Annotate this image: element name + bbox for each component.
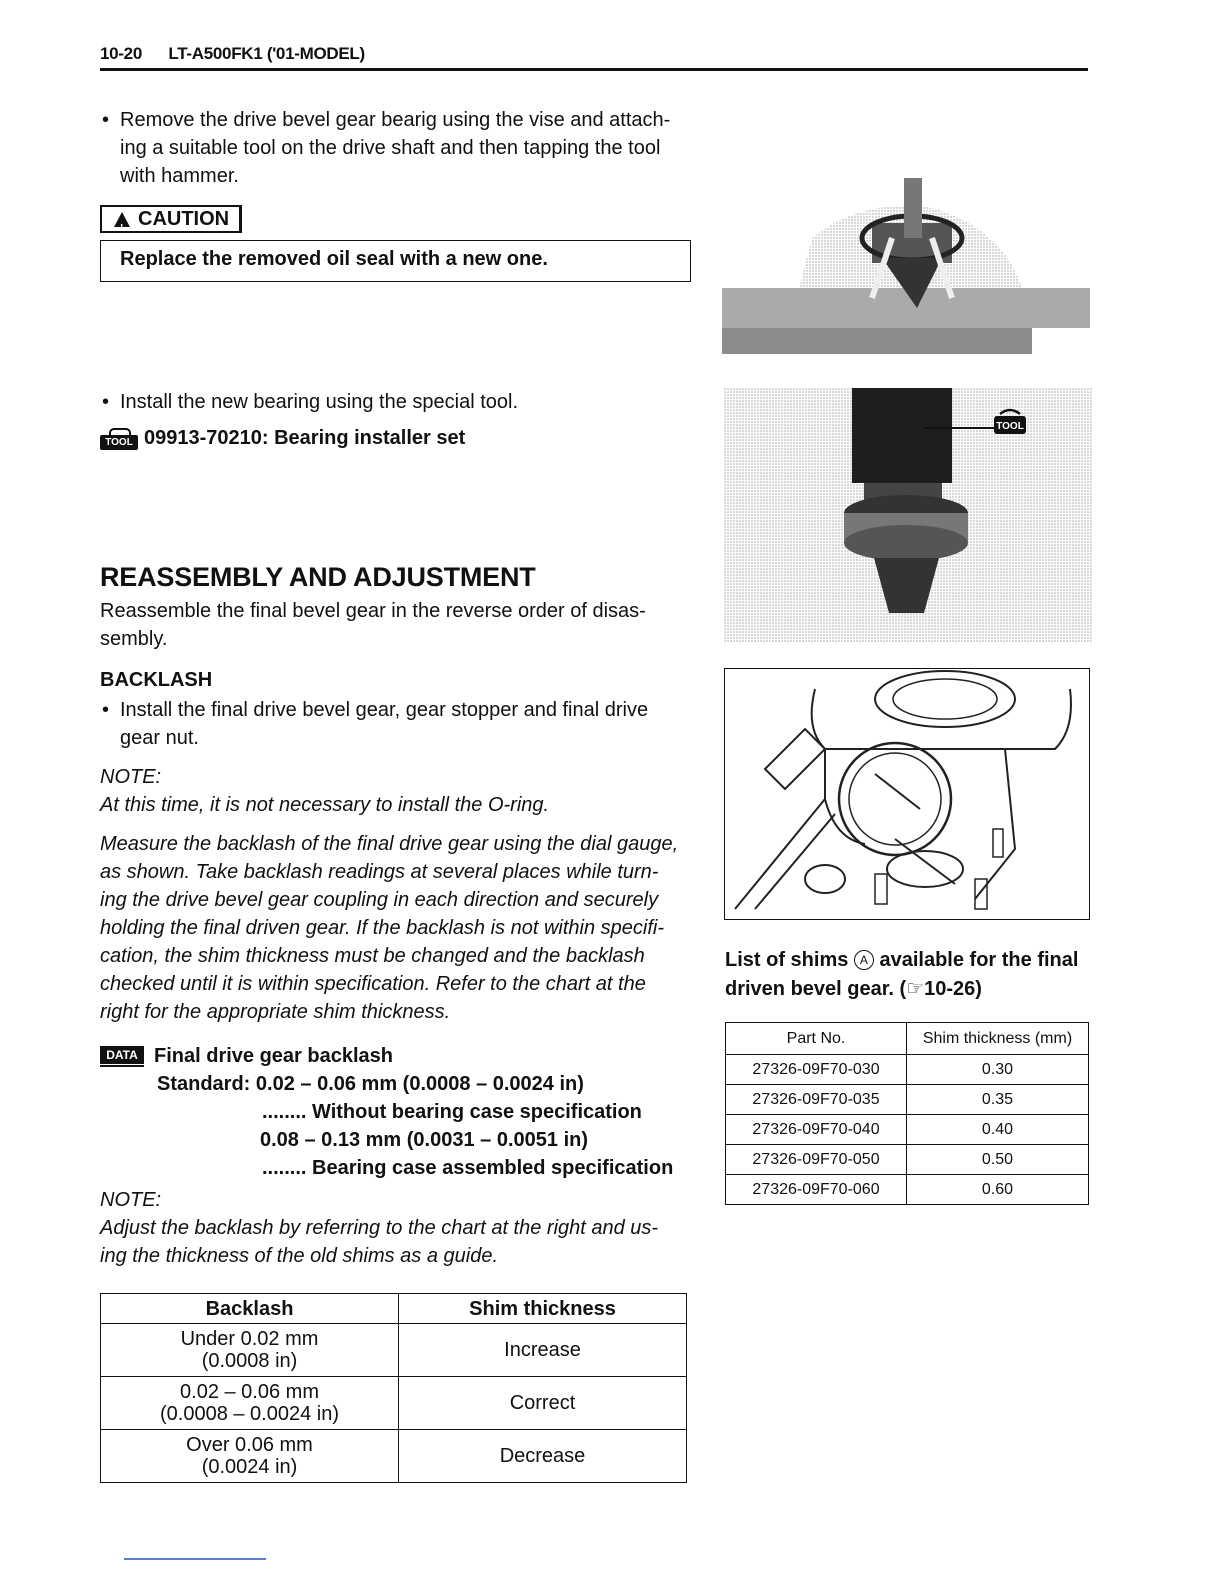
thickness-cell: 0.60 [907,1175,1089,1205]
table-row [726,1055,1089,1085]
note-label: NOTE: [100,1189,162,1211]
table-row [726,1085,1089,1115]
special-tool-ref [100,424,690,452]
shim-table [725,1022,1089,1205]
header-rule [100,68,1088,71]
step-line: Install the final drive bevel gear, gear stopper and final drive [120,699,649,721]
caption-text: driven bevel gear. [725,978,894,1000]
page-reference: 10-26 [924,978,976,1000]
caution-label [100,205,242,233]
caption-text: available for the final [879,949,1079,971]
table-header: Part No. [726,1023,907,1055]
part-number-cell: 27326-09F70-030 [726,1055,907,1085]
step-line: ing a suitable tool on the drive shaft and then tapping the tool [120,137,661,159]
part-number-cell: 27326-09F70-060 [726,1175,907,1205]
table-header-row [726,1023,1089,1055]
caution-label-text: CAUTION [138,208,230,230]
note-text: ing the thickness of the old shims as a guide. [100,1245,499,1267]
spec-title: Final drive gear backlash [154,1045,393,1067]
bullet: • [102,391,110,413]
thickness-cell: 0.50 [907,1145,1089,1175]
photo-vise-bearing [722,168,1090,360]
backlash-table [100,1293,687,1483]
table-header: Backlash [101,1294,399,1324]
section-title: REASSEMBLY AND ADJUSTMENT [100,562,536,592]
thickness-cell: 0.30 [907,1055,1089,1085]
tool-icon: TOOL [100,428,138,450]
spec-title-row [100,1042,700,1070]
text-line: sembly. [100,628,168,650]
svg-text:TOOL: TOOL [996,421,1024,432]
table-header: Shim thickness (mm) [907,1023,1089,1055]
table-row [726,1145,1089,1175]
part-number-cell: 27326-09F70-040 [726,1115,907,1145]
note-text: At this time, it is not necessary to install the O-ring. [100,794,550,816]
text-line: holding the final driven gear. If the backlash is not within specifi- [100,917,665,939]
table-row [726,1115,1089,1145]
text-line: cation, the shim thickness must be changed and the backlash [100,945,645,967]
text-line: checked until it is within specification. Refer to the chart at the [100,973,646,995]
spec-with-case: ........ Bearing case assembled specification [262,1157,674,1179]
backlash-cell: Over 0.06 mm (0.0024 in) [101,1430,399,1483]
bullet: • [102,109,110,131]
thickness-cell: 0.40 [907,1115,1089,1145]
caption-text: List of shims [725,949,849,971]
table-row [101,1430,687,1483]
backlash-cell: 0.02 – 0.06 mm (0.0008 – 0.0024 in) [101,1377,399,1430]
step-line: gear nut. [120,727,199,749]
note-label: NOTE: [100,766,162,788]
shim-cell: Increase [399,1324,687,1377]
shim-cell: Correct [399,1377,687,1430]
step-install-bearing [102,388,700,416]
part-number-cell: 27326-09F70-050 [726,1145,907,1175]
reference-hand-icon: ☞ [906,978,925,1000]
step-line: Install the new bearing using the special tool. [120,391,519,413]
note-oring [100,763,700,819]
note-adjust [100,1186,700,1270]
table-row [726,1175,1089,1205]
photo-bearing-installer [724,388,1092,642]
model-title: LT-A500FK1 ('01-MODEL) [168,44,365,63]
reassembly-intro [100,597,700,653]
spec-standard [157,1070,717,1098]
text-line: ing the drive bevel gear coupling in each direction and securely [100,889,659,911]
shim-list-caption: List of shims A available for the final driven bevel gear. (☞10-26) [725,949,1079,1000]
step-line: with hammer. [120,165,239,187]
note-text: Adjust the backlash by referring to the chart at the right and us- [100,1217,659,1239]
text-line: as shown. Take backlash readings at several places while turn- [100,861,659,883]
warning-icon: ! [114,212,130,227]
bullet: • [102,699,110,721]
marker-a-icon: A [854,950,874,970]
page-number: 10-20 [100,44,142,63]
spec-standard-value: 0.02 – 0.06 mm (0.0008 – 0.0024 in) [255,1073,584,1095]
spec-value-2: 0.08 – 0.13 mm (0.0031 – 0.0051 in) [260,1129,588,1151]
table-header: Shim thickness [399,1294,687,1324]
data-icon: DATA [100,1046,144,1068]
measure-paragraph [100,830,700,1026]
spec-standard-label: Standard: [157,1073,251,1095]
part-number-cell: 27326-09F70-035 [726,1085,907,1115]
backlash-title: BACKLASH [100,669,213,691]
dial-gauge-diagram [724,668,1090,920]
table-row [101,1377,687,1430]
text-line: Measure the backlash of the final drive gear using the dial gauge, [100,833,679,855]
text-line: Reassemble the final bevel gear in the reverse order of disas- [100,600,646,622]
backlash-cell: Under 0.02 mm (0.0008 in) [101,1324,399,1377]
thickness-cell: 0.35 [907,1085,1089,1115]
tool-ref-text: 09913-70210: Bearing installer set [144,427,466,449]
step-line: Remove the drive bevel gear bearig using the vise and attach- [120,109,671,131]
text-line: right for the appropriate shim thickness. [100,1001,451,1023]
table-header-row [101,1294,687,1324]
table-row [101,1324,687,1377]
spec-without-case: ........ Without bearing case specification [262,1101,642,1123]
shim-cell: Decrease [399,1430,687,1483]
page-header [100,44,365,64]
caution-box: Replace the removed oil seal with a new one. [100,240,691,282]
step-install-gear [102,696,700,752]
step-remove-bearing [102,106,700,190]
footer-link-rule [124,1558,266,1560]
